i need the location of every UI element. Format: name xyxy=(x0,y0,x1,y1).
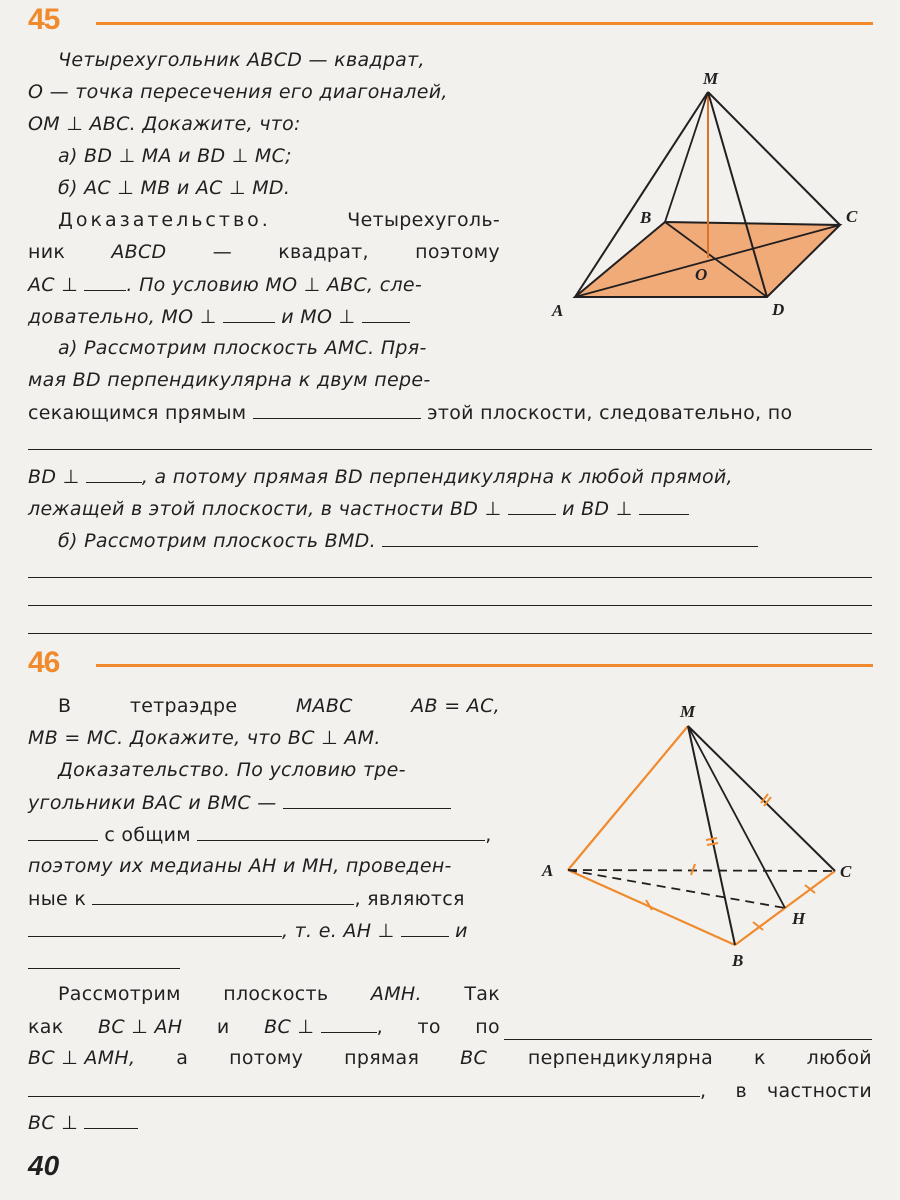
blank xyxy=(639,496,689,515)
edge-ma xyxy=(568,726,688,870)
p45-line-9: довательно, MO ⊥ и MO ⊥ xyxy=(28,304,410,329)
p45-answer-line xyxy=(28,604,872,606)
label-b: B xyxy=(732,951,744,970)
blank xyxy=(223,304,275,323)
p45-line-1: Четырехугольник ABCD — квадрат, xyxy=(58,49,425,71)
p45-line-15: б) Рассмотрим плоскость BMD. xyxy=(58,528,758,553)
p45-line-12: секающимся прямым этой плоскости, следовательно, по xyxy=(28,402,793,424)
blank xyxy=(253,400,421,419)
p46-line-10: как BC ⊥ AH и BC ⊥ , то по xyxy=(28,1016,500,1038)
p46-line-8b xyxy=(28,950,180,975)
p46-line-9: Рассмотрим плоскость AMH. Так xyxy=(58,983,500,1005)
p46-line-12: , в частности xyxy=(28,1078,872,1103)
p46-line-5: с общим , xyxy=(28,822,492,847)
blank xyxy=(362,304,410,323)
tetrahedron-figure xyxy=(530,700,880,980)
edge-mb xyxy=(665,92,708,222)
label-h: H xyxy=(792,909,806,928)
p45-line-14: лежащей в этой плоскости, в частности BD ⊥ и BD ⊥ xyxy=(28,496,689,521)
blank xyxy=(382,528,758,547)
label-b: B xyxy=(640,208,652,227)
p45-line-4: а) BD ⊥ MA и BD ⊥ MC; xyxy=(58,145,292,167)
p46-line-1: В тетраэдре MABC AB = AC, xyxy=(58,695,500,717)
p45-line-6: Доказательство. Четырехуголь- xyxy=(58,209,500,231)
p46-line-4: угольники BAC и BMC — xyxy=(28,790,451,815)
p45-answer-line xyxy=(28,632,872,634)
p45-line-5: б) AC ⊥ MB и AC ⊥ MD. xyxy=(58,177,291,199)
blank xyxy=(92,886,354,905)
median-ah-hidden xyxy=(568,870,785,908)
label-c: C xyxy=(840,862,852,881)
p45-answer-line xyxy=(28,576,872,578)
p46-line-8: , т. е. AH ⊥ и xyxy=(28,918,468,943)
tick-mark xyxy=(707,843,718,845)
blank xyxy=(283,790,451,809)
tick-mark xyxy=(706,838,717,840)
blank xyxy=(28,1078,700,1097)
blank xyxy=(508,496,556,515)
problem-45-rule xyxy=(96,22,873,25)
edge-mb xyxy=(688,726,735,945)
p45-line-8: AC ⊥ . По условию MO ⊥ ABC, сле- xyxy=(28,274,423,296)
blank xyxy=(28,822,98,841)
p46-line-6: поэтому их медианы AH и MH, проведен- xyxy=(28,855,452,877)
p45-line-3: OM ⊥ ABC. Докажите, что: xyxy=(28,113,301,135)
blank xyxy=(28,950,180,969)
p46-line-2: MB = MC. Докажите, что BC ⊥ AM. xyxy=(28,727,381,749)
problem-46-number: 46 xyxy=(28,646,60,679)
label-c: C xyxy=(846,207,858,226)
problem-45-number: 45 xyxy=(28,3,60,36)
p45-line-2: O — точка пересечения его диагоналей, xyxy=(28,81,448,103)
p45-line-13: BD ⊥ , а потому прямая BD перпендикулярна к любой прямой, xyxy=(28,466,733,488)
p46-line-3: Доказательство. По условию тре- xyxy=(58,759,406,781)
edge-mc xyxy=(688,726,835,871)
blank xyxy=(84,1110,138,1129)
label-m: M xyxy=(680,702,696,721)
label-a: A xyxy=(552,301,564,320)
page-number: 40 xyxy=(28,1150,60,1181)
blank xyxy=(86,464,142,483)
p45-line-11: мая BD перпендикулярна к двум пере- xyxy=(28,369,431,391)
label-m: M xyxy=(703,69,719,88)
label-d: D xyxy=(772,300,785,319)
blank xyxy=(401,918,449,937)
blank xyxy=(84,272,126,291)
label-o: O xyxy=(695,265,708,284)
p45-line-7: ник ABCD — квадрат, поэтому xyxy=(28,241,500,263)
edge-mh xyxy=(688,726,785,908)
tick-mark xyxy=(691,864,695,875)
problem-46-rule xyxy=(96,664,873,667)
pyramid-figure xyxy=(540,60,880,330)
blank xyxy=(197,822,485,841)
p45-line-10: а) Рассмотрим плоскость AMC. Пря- xyxy=(58,337,427,359)
edge-ac-hidden xyxy=(568,870,835,871)
p46-answer-line xyxy=(504,1038,872,1040)
p46-line-13: BC ⊥ xyxy=(28,1110,138,1135)
blank xyxy=(321,1014,377,1033)
p46-line-11: BC ⊥ AMH, а потому прямая BC перпендикулярна к любой xyxy=(28,1047,872,1069)
p46-line-7: ные к , являются xyxy=(28,888,465,910)
label-a: A xyxy=(542,861,554,880)
p45-answer-line xyxy=(28,448,872,450)
blank xyxy=(28,918,282,937)
